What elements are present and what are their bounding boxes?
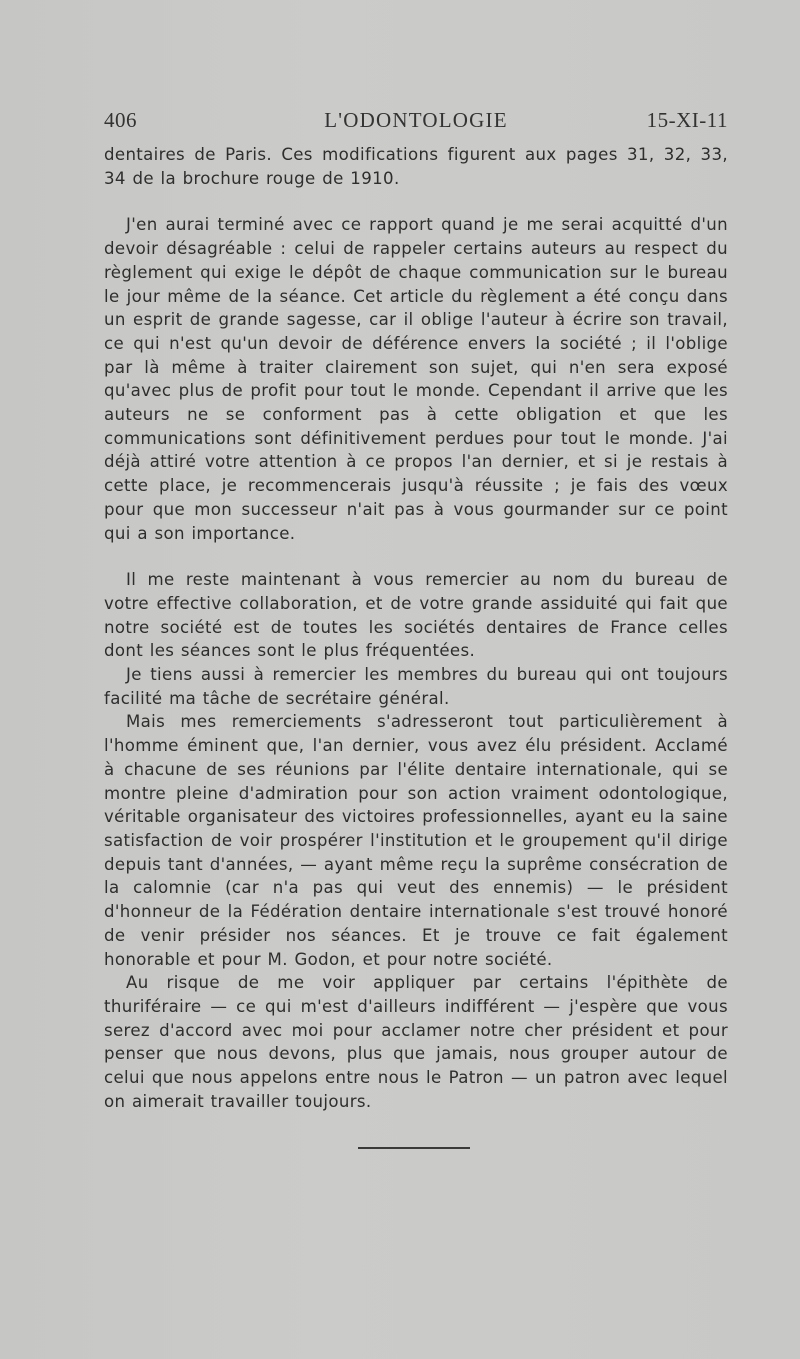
section-end-rule [358,1147,470,1149]
paragraph-thanks-president: Mais mes remerciements s'adresseront tout particulièrement à l'homme éminent que, l'an dernier, vous avez élu président. Acclamé à chacune de ses réunions par l'élite dentaire internationale, qui se montre pleine d'admiration pour son action vraiment odontologique, véritable organisateur des victoires professionnelles, ayant eu la saine satisfaction de voir prospérer l'institution et le groupement qu'il dirige depuis tant d'années, — ayant même reçu la suprême consécration de la calomnie (car n'a pas qui veut des ennemis) — le président d'honneur de la Fédération dentaire internationale s'est trouvé honoré de venir présider nos séances. Et je trouve ce fait également honorable et pour M. Godon, et pour notre société. [104,712,728,969]
running-head [104,108,728,138]
page-number: 406 [104,108,137,132]
article-body [104,143,728,1113]
paragraph-thanks-society: Il me reste maintenant à vous remercier au nom du bureau de votre effective collaboration, et de votre grande assiduité qui fait que notre société est de toutes les sociétés dentaires de France celles dont les séances sont le plus fréquentées. [104,570,728,661]
paragraph-rules-reminder: J'en aurai terminé avec ce rapport quand je me serai acquitté d'un devoir désagréable : celui de rappeler certains auteurs au respect du règlement qui exige le dépôt de chaque communication sur le bureau le jour même de la séance. Cet article du règlement a été conçu dans un esprit de grande sagesse, car il oblige l'auteur à écrire son travail, ce qui n'est qu'un devoir de déférence envers la société ; il l'oblige par là même à traiter clairement son sujet, qui n'en sera exposé qu'avec plus de profit pour tout le monde. Cependant il arrive que les auteurs ne se conforment pas à cette obligation et que les communications sont définitivement perdues pour tout le monde. J'ai déjà attiré votre attention à ce propos l'an dernier, et si je restais à cette place, je recommencerais jusqu'à réussite ; je fais des vœux pour que mon successeur n'ait pas à vous gourmander sur ce point qui a son importance. [104,215,728,543]
paragraph-closing: Au risque de me voir appliquer par certains l'épithète de thuriféraire — ce qui m'est d'ailleurs indifférent — j'espère que vous serez d'accord avec moi pour acclamer notre cher président et pour penser que nous devons, plus que jamais, nous grouper autour de celui que nous appelons entre nous le Patron — un patron avec lequel on aimerait travailler toujours. [104,973,728,1111]
paragraph-continuation: dentaires de Paris. Ces modifications figurent aux pages 31, 32, 33, 34 de la brochure rouge de 1910. [104,145,728,188]
journal-title: L'ODONTOLOGIE [324,108,508,132]
issue-date: 15-XI-11 [646,108,728,132]
paragraph-thanks-bureau: Je tiens aussi à remercier les membres du bureau qui ont toujours facilité ma tâche de secrétaire général. [104,665,728,708]
